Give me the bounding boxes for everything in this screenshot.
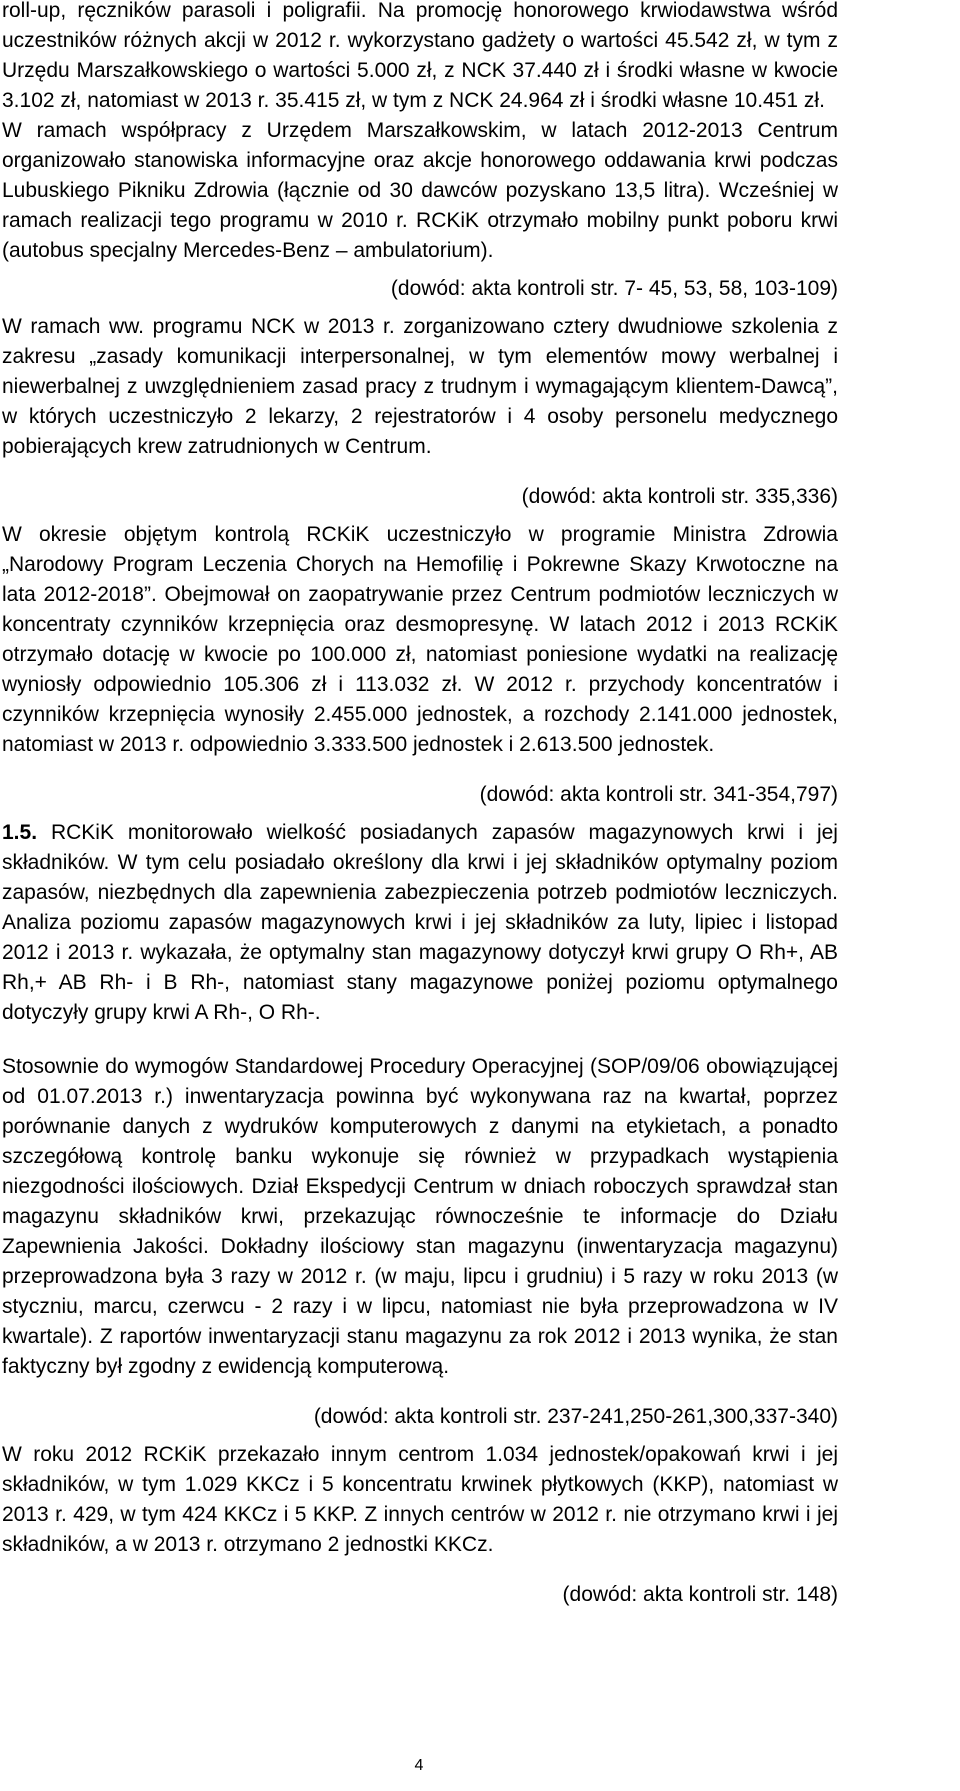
evidence-note: (dowód: akta kontroli str. 7- 45, 53, 58, 103-109): [390, 277, 838, 300]
page-body: [2, 0, 838, 1610]
paragraph-nck-training: W ramach ww. programu NCK w 2013 r. zorganizowano cztery dwudniowe szkolenia z zakresu „zasady komunikacji interpersonalnej, w tym elementów mowy werbalnej i niewerbalnej z uwzględnieniem zasad pracy z trudnym i wymagającym klientem-Dawcą”, w których uczestniczyło 2 lekarzy, 2 rejestratorów i 4 osoby personelu medycznego pobierających krew zatrudnionych w Centrum.: [2, 315, 838, 458]
evidence-note: (dowód: akta kontroli str. 335,336): [521, 485, 838, 508]
paragraph-stock-monitoring-text: RCKiK monitorowało wielkość posiadanych zapasów magazynowych krwi i jej składników. W tym celu posiadało określony dla krwi i jej składników optymalny poziom zapasów, niezbędnych dla zapewnienia zabezpieczenia potrzeb podmiotów leczniczych. Analiza poziomu zapasów magazynowych krwi i jej składników za luty, lipiec i listopad 2012 i 2013 r. wykazała, że optymalny stan magazynowy dotyczył krwi grupy O Rh+, AB Rh,+ AB Rh- i B Rh-, natomiast stany magazynowe poniżej poziomu optymalnego dotyczyły grupy krwi A Rh-, O Rh-.: [2, 821, 838, 1024]
evidence-note: (dowód: akta kontroli str. 237-241,250-261,300,337-340): [313, 1405, 838, 1428]
section-number: 1.5.: [2, 821, 38, 844]
paragraph-marshal-office-cooperation: W ramach współpracy z Urzędem Marszałkowskim, w latach 2012-2013 Centrum organizowało stanowiska informacyjne oraz akcje honorowego oddawania krwi podczas Lubuskiego Pikniku Zdrowia (łącznie od 30 dawców pozyskano 13,5 litra). Wcześniej w ramach realizacji tego programu w 2010 r. RCKiK otrzymało mobilny punkt poboru krwi (autobus specjalny Mercedes-Benz – ambulatorium).: [2, 119, 838, 262]
page-number: 4: [414, 1757, 424, 1774]
evidence-note: (dowód: akta kontroli str. 148): [562, 1583, 838, 1606]
evidence-note: (dowód: akta kontroli str. 341-354,797): [479, 783, 838, 806]
paragraph-inventory-procedure: Stosownie do wymogów Standardowej Procedury Operacyjnej (SOP/09/06 obowiązującej od 01.07.2013 r.) inwentaryzacja powinna być wykonywana raz na kwartał, poprzez porównanie danych z wydruków komputerowych z danymi na etykietach, a ponadto szczegółową kontrolę banku wykonuje się również w przypadkach wystąpienia niezgodności ilościowych. Dział Ekspedycji Centrum w dniach roboczych sprawdzał stan magazynu składników krwi, przekazując równocześnie te informacje do Działu Zapewnienia Jakości. Dokładny ilościowy stan magazynu (inwentaryzacja magazynu) przeprowadzona była 3 razy w 2012 r. (w maju, lipcu i grudniu) i 5 razy w roku 2013 (w styczniu, marcu, czerwcu - 2 razy i w lipcu, natomiast nie była przeprowadzona w IV kwartale). Z raportów inwentaryzacji stanu magazynu za rok 2012 i 2013 wynika, że stan faktyczny był zgodny z ewidencją komputerową.: [2, 1055, 838, 1378]
paragraph-hemophilia-program: W okresie objętym kontrolą RCKiK uczestniczyło w programie Ministra Zdrowia „Narodowy Program Leczenia Chorych na Hemofilię i Pokrewne Skazy Krwotoczne na lata 2012-2018”. Obejmował on zaopatrywanie przez Centrum podmiotów leczniczych w koncentraty czynników krzepnięcia oraz desmopresynę. W latach 2012 i 2013 RCKiK otrzymało dotację w kwocie po 100.000 zł, natomiast poniesione wydatki na realizację wyniosły odpowiednio 105.306 zł i 113.032 zł. W 2012 r. przychody koncentratów i czynników krzepnięcia wynosiły 2.455.000 jednostek, a rozchody 2.141.000 jednostek, natomiast w 2013 r. odpowiednio 3.333.500 jednostek i 2.613.500 jednostek.: [2, 523, 838, 756]
paragraph-stock-monitoring: [2, 818, 838, 1028]
paragraph-promotion-gadgets: roll-up, ręczników parasoli i poligrafii. Na promocję honorowego krwiodawstwa wśród uczestników różnych akcji w 2012 r. wykorzystano gadżety o wartości 45.542 zł, w tym z Urzędu Marszałkowskiego o wartości 5.000 zł, z NCK 37.440 zł i środki własne w kwocie 3.102 zł, natomiast w 2013 r. 35.415 zł, w tym z NCK 24.964 zł i środki własne 10.451 zł.: [2, 0, 838, 112]
paragraph-transfers-between-centres: W roku 2012 RCKiK przekazało innym centrom 1.034 jednostek/opakowań krwi i jej składników, w tym 1.029 KKCz i 5 koncentratu krwinek płytkowych (KKP), natomiast w 2013 r. 429, w tym 424 KKCz i 5 KKP. Z innych centrów w 2012 r. nie otrzymano krwi i jej składników, a w 2013 r. otrzymano 2 jednostki KKCz.: [2, 1443, 838, 1556]
